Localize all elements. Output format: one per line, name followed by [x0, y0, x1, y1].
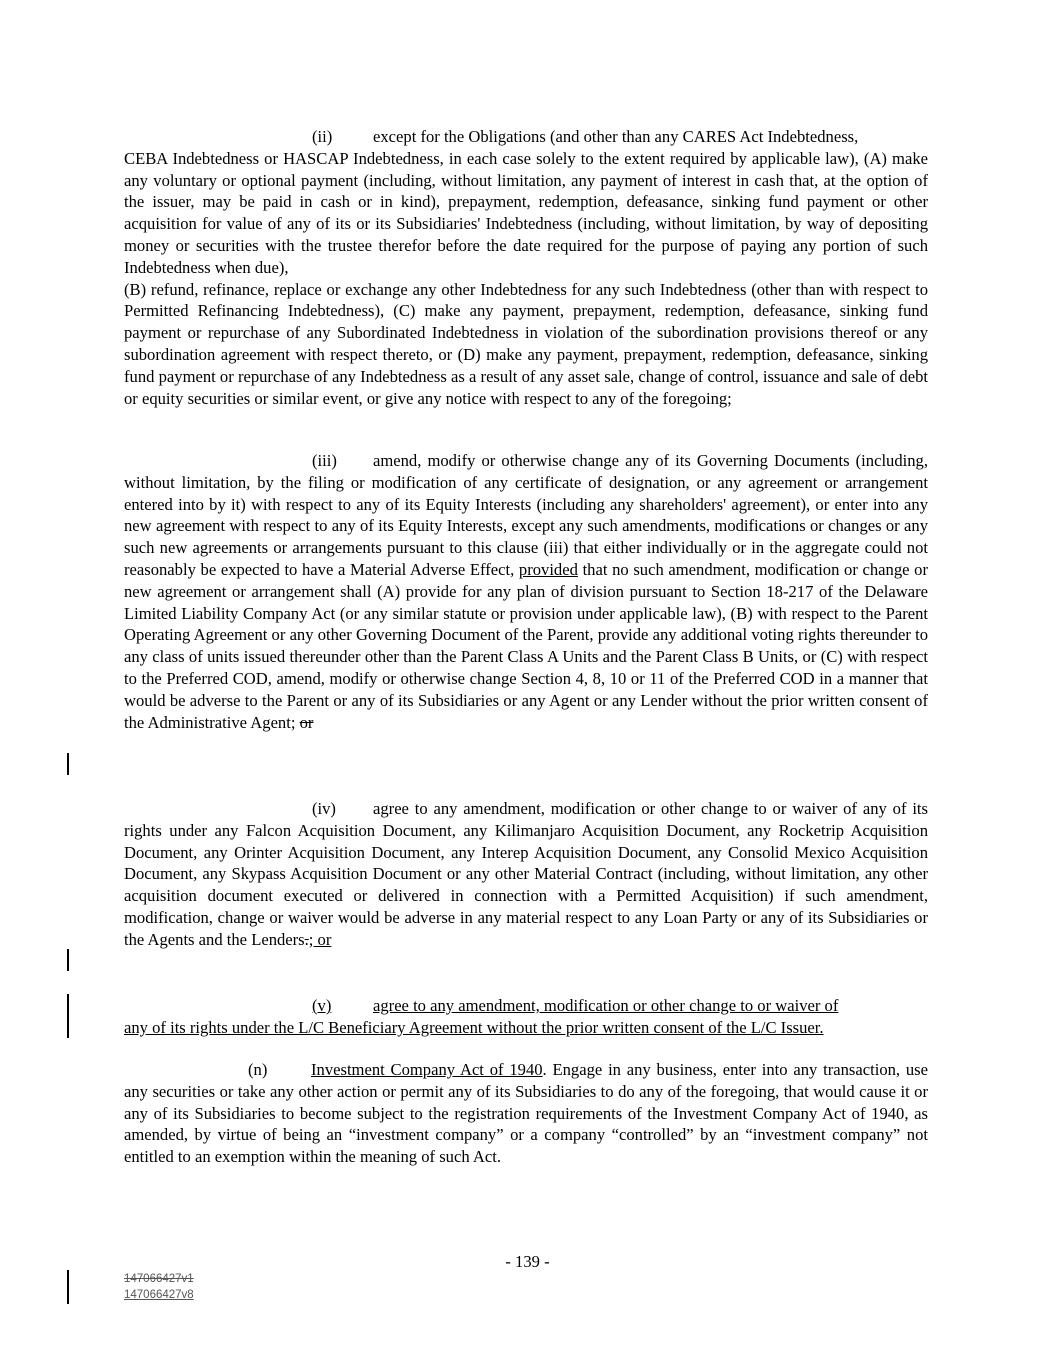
doc-id-new: 147066427v8	[124, 1289, 194, 1301]
change-bar	[67, 1270, 69, 1304]
clause-iv-label: (iv)	[312, 799, 336, 818]
clause-v	[124, 995, 928, 1039]
clause-iii-text-b: that no such amendment, modification or change or new agreement or arrangement shall (A) provide for any plan of division pursuant to Section 18-217 of the Delaware Limited Liability Company Act (or any similar statute or provision under applicable law), (B) with respect to the Parent Operating Agreement or any other Governing Document of the Parent, provide any additional voting rights thereunder to any class of units issued thereunder other than the Parent Class A Units and the Parent Class B Units, or (C) with respect to the Preferred COD, amend, modify or otherwise change Section 4, 8, 10 or 11 of the Preferred COD in a manner that would be adverse to the Parent or any of its Subsidiaries or any Agent or any Lender without the prior written consent of the Administrative Agent;	[124, 559, 928, 732]
clause-iii-label: (iii)	[312, 451, 337, 470]
clause-ii-label: (ii)	[312, 127, 333, 146]
clause-n	[124, 1059, 928, 1168]
change-bar	[67, 994, 69, 1038]
clause-ii	[124, 126, 928, 409]
clause-iv-deleted-period: .	[304, 929, 309, 949]
provided-term: provided	[518, 559, 578, 579]
clause-n-heading: Investment Company Act of 1940	[311, 1060, 543, 1079]
doc-id-old: 147066427v1	[124, 1273, 194, 1285]
clause-iv	[124, 798, 928, 951]
clause-ii-body-b: (B) refund, refinance, replace or exchange any other Indebtedness for any such Indebtedness (other than with respect to Permitted Refinancing Indebtedness), (C) make any payment, prepayment, redemption, defeasance, sinking fund payment or repurchase of any Subordinated Indebtedness in violation of the subordination provisions thereof or any subordination agreement with respect thereto, or (D) make any payment, prepayment, redemption, defeasance, sinking fund payment or repurchase of any Indebtedness as a result of any asset sale, change of control, issuance and sale of debt or equity securities or similar event, or give any notice with respect to any of the foregoing;	[124, 279, 928, 408]
clause-iv-text: agree to any amendment, modification or other change to or waiver of any of its rights under any Falcon Acquisition Document, any Kilimanjaro Acquisition Document, any Rocketrip Acquisition Document, any Orinter Acquisition Document, any Interep Acquisition Document, any Consolid Mexico Acquisition Document, any Skypass Acquisition Document or any other Material Contract (including, without limitation, any other acquisition document executed or delivered in connection with a Permitted Acquisition) if such amendment, modification, change or waiver would be adverse in any material respect to any Loan Party or any of its Subsidiaries or the Agents and the Lenders	[124, 799, 928, 949]
page-number: - 139 -	[505, 1252, 550, 1271]
clause-iii-deleted-or: or	[299, 712, 314, 732]
change-bar	[67, 753, 69, 775]
clause-v-first-line: agree to any amendment, modification or other change to or waiver of	[373, 996, 839, 1015]
clause-n-label: (n)	[248, 1060, 268, 1079]
clause-ii-first-line: except for the Obligations (and other than any CARES Act Indebtedness,	[373, 127, 859, 146]
clause-iii-text-a: amend, modify or otherwise change any of its Governing Documents (including, without limitation, by the filing or modification of any certificate of designation, or any agreement or arrangement entered into by it) with respect to any of its Equity Interests (including any shareholders' agreement), or enter into any new agreement with respect to any of its Equity Interests, except any such amendments, modifications or changes or any such new agreements or arrangements pursuant to this clause (iii) that either individually or in the aggregate could not reasonably be expected to have a Material Adverse Effect,	[124, 451, 928, 579]
clause-ii-body-a: CEBA Indebtedness or HASCAP Indebtedness, in each case solely to the extent required by applicable law), (A) make any voluntary or optional payment (including, without limitation, any payment of interest in cash that, at the option of the issuer, may be paid in cash or in kind), prepayment, redemption, defeasance, sinking fund payment or other acquisition for value of any of its or its Subsidiaries' Indebtedness (including, without limitation, by way of depositing money or securities with the trustee therefor before the date required for the purpose of paying any portion of such Indebtedness when due),	[124, 148, 928, 277]
clause-v-label: (v)	[312, 996, 332, 1015]
clause-n-text: . Engage in any business, enter into any transaction, use any securities or take any other action or permit any of its Subsidiaries to do any of the foregoing, that would cause it or any of its Subsidiaries to become subject to the registration requirements of the Investment Company Act of 1940, as amended, by virtue of being an “investment company” or a company “controlled” by an “investment company” not entitled to an exemption within the meaning of such Act.	[124, 1060, 928, 1167]
change-bar	[67, 949, 69, 971]
clause-v-second-line: any of its rights under the L/C Beneficiary Agreement without the prior written consent of the L/C Issuer.	[124, 1017, 824, 1037]
clause-iv-inserted-or: ; or	[308, 929, 332, 949]
clause-iii	[124, 450, 928, 733]
